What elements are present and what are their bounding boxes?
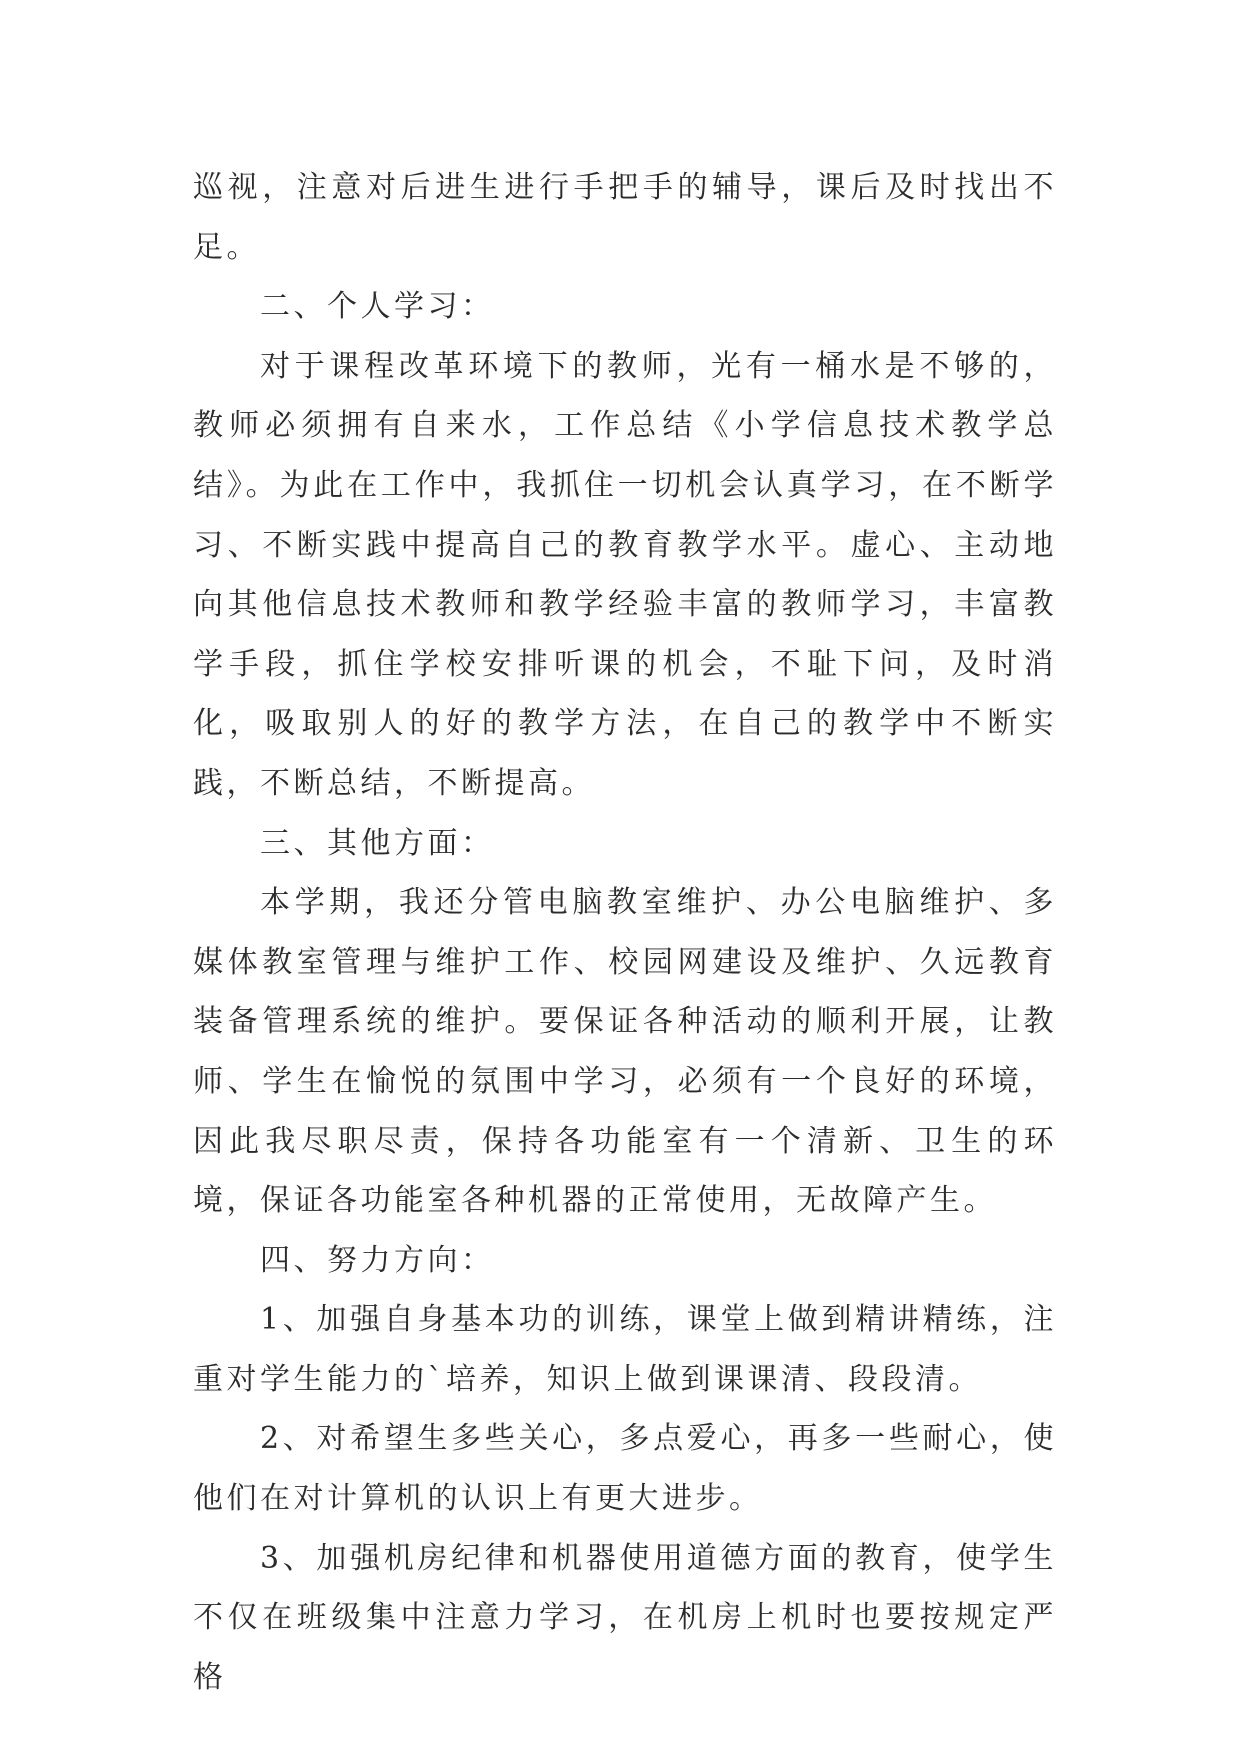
list-item-3: 3、加强机房纪律和机器使用道德方面的教育，使学生不仅在班级集中注意力学习，在机房上机时也要按规定严格 [193,1540,1057,1695]
section-heading-personal-study: 二、个人学习： [260,289,495,325]
section-heading-effort-direction: 四、努力方向： [260,1242,495,1278]
section-heading-other-aspects: 三、其他方面： [260,825,495,861]
paragraph-personal-study: 对于课程改革环境下的教师，光有一桶水是不够的，教师必须拥有自来水，工作总结《小学信息技术教学总结》。为此在工作中，我抓住一切机会认真学习，在不断学习、不断实践中提高自己的教育教学水平。虚心、主动地向其他信息技术教师和教学经验丰富的教师学习，丰富教学手段，抓住学校安排听课的机会，不耻下问，及时消化，吸取别人的好的教学方法，在自己的教学中不断实践，不断总结，不断提高。 [193,348,1057,801]
list-item-1: 1、加强自身基本功的训练，课堂上做到精讲精练，注重对学生能力的`培养，知识上做到课课清、段段清。 [193,1302,1057,1397]
list-item-2: 2、对希望生多些关心，多点爱心，再多一些耐心，使他们在对计算机的认识上有更大进步。 [193,1421,1057,1517]
paragraph-continuation: 巡视，注意对后进生进行手把手的辅导，课后及时找出不足。 [193,170,1057,265]
paragraph-other-aspects: 本学期，我还分管电脑教室维护、办公电脑维护、多媒体教室管理与维护工作、校园网建设及维护、久远教育装备管理系统的维护。要保证各种活动的顺利开展，让教师、学生在愉悦的氛围中学习，必须有一个良好的环境，因此我尽职尽责，保持各功能室有一个清新、卫生的环境，保证各功能室各种机器的正常使用，无故障产生。 [193,885,1057,1219]
document-body [193,158,1057,1707]
